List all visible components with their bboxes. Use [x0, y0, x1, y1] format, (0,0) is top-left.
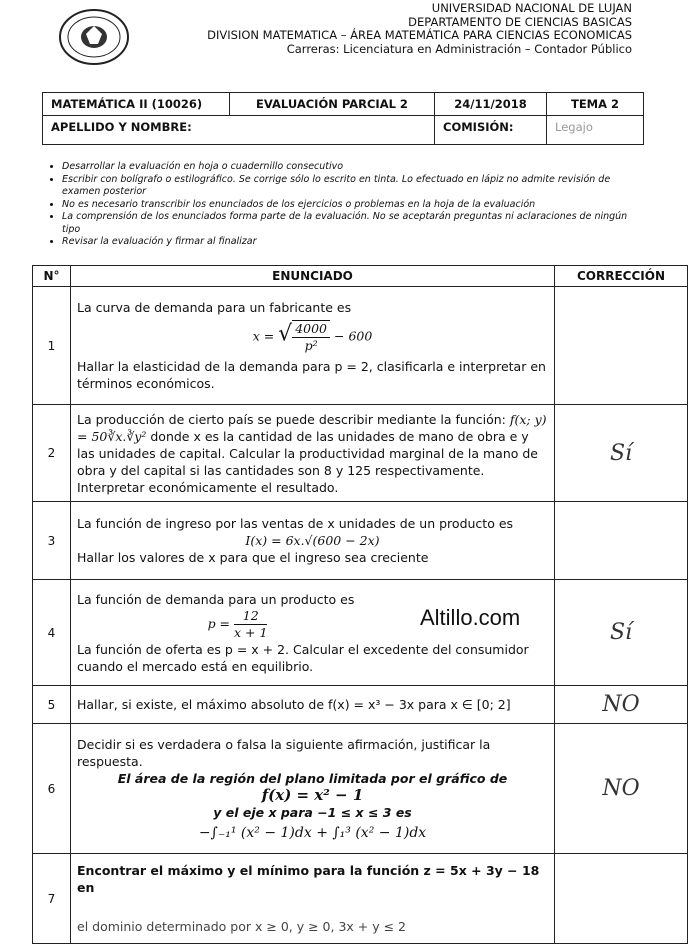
q3-equation: I(x) = 6x.√(600 − 2x) [245, 533, 380, 548]
q7-text: el dominio determinado por x ≥ 0, y ≥ 0, 3x + y ≤ 2 [77, 919, 406, 934]
question-number: 6 [33, 724, 71, 854]
header-line1: UNIVERSIDAD NACIONAL DE LUJAN [431, 1, 632, 15]
question-row-3 [33, 502, 688, 580]
question-statement [71, 287, 555, 405]
q6-line2: f(x) = x² − 1 [261, 785, 364, 804]
question-number: 4 [33, 580, 71, 686]
col-header-n: N° [33, 266, 71, 287]
q6-line1: El área de la región del plano limitada por el gráfico de [117, 770, 508, 786]
questions-table [32, 265, 688, 944]
correction-cell[interactable]: NO [555, 724, 688, 854]
header-line3: DIVISION MATEMATICA – ÁREA MATEMÁTICA PARA CIENCIAS ECONOMICAS [207, 28, 632, 42]
rule-item: • Revisar la evaluación y firmar al finalizar [62, 236, 644, 249]
legajo-field[interactable]: Legajo [547, 116, 644, 145]
rule-item: • Desarrollar la evaluación en hoja o cuadernillo consecutivo [62, 161, 644, 174]
correction-cell[interactable]: Sí [555, 405, 688, 502]
question-row-4 [33, 580, 688, 686]
q2-equation: f(x; y) = 50∛x.∛y² [77, 411, 547, 444]
correction-cell[interactable] [555, 287, 688, 405]
q1-text: Hallar la elasticidad de la demanda para p = 2, clasificarla e interpretar en términos económicos. [77, 359, 546, 391]
correction-cell[interactable] [555, 854, 688, 944]
header-line2: DEPARTAMENTO DE CIENCIAS BASICAS [408, 14, 632, 29]
question-number: 2 [33, 405, 71, 502]
q4-intro: La función de demanda para un producto es [77, 591, 355, 607]
q3-intro: La función de ingreso por las ventas de x unidades de un producto es [77, 516, 514, 531]
question-number: 1 [33, 287, 71, 405]
rule-item: • La comprensión de los enunciados forma parte de la evaluación. No se aceptarán preguntas ni aclaraciones de ningún tipo [62, 211, 644, 236]
question-statement [71, 502, 555, 580]
header-line4: Carreras: Licenciatura en Administración – Contador Público [286, 41, 632, 56]
comision-field[interactable]: COMISIÓN: [435, 116, 547, 145]
question-statement [71, 405, 555, 502]
question-row-5 [33, 686, 688, 724]
q6-intro: Decidir si es verdadera o falsa la siguiente afirmación, justificar la respuesta. [77, 736, 491, 769]
q2-text-a: La producción de cierto país se puede describir mediante la función: [77, 411, 506, 427]
exam-header-table [42, 92, 644, 145]
col-header-enunciado: ENUNCIADO [71, 266, 555, 287]
question-number: 7 [33, 854, 71, 944]
q2-text-b: donde x es la cantidad de las unidades de mano de obra e y las unidades de capital. Calcular la productividad marginal de la mano de obra y del capital si las cantidades son 8 y 125 respectivamente. Interpretar económicamente el resultado. [77, 428, 538, 495]
university-header [207, 2, 632, 56]
question-row-1 [33, 287, 688, 405]
correction-cell[interactable]: Sí [555, 580, 688, 686]
q4-equation: p = $\frac{12}{x + 1}$ [207, 607, 268, 640]
q7-intro: Encontrar el máximo y el mínimo para la función z = 5x + 3y − 18 en [77, 863, 540, 895]
question-statement [71, 580, 555, 686]
date-cell: 24/11/2018 [435, 93, 547, 116]
rule-item: • Escribir con bolígrafo o estilográfico. Se corrige sólo lo escrito en tinta. Lo efectuado en lápiz no admite revisión de examen posterior [62, 174, 644, 199]
exam-rules [42, 161, 644, 249]
question-statement [71, 724, 555, 854]
question-row-6 [33, 724, 688, 854]
university-seal [58, 8, 130, 66]
correction-cell[interactable] [555, 502, 688, 580]
question-statement: Hallar, si existe, el máximo absoluto de f(x) = x³ − 3x para x ∈ [0; 2] [71, 686, 555, 724]
q4-text: La función de oferta es p = x + 2. Calcular el excedente del consumidor cuando el mercado está en equilibrio. [77, 641, 529, 674]
exam-type-cell: EVALUACIÓN PARCIAL 2 [230, 93, 435, 116]
apellido-field[interactable]: APELLIDO Y NOMBRE: [43, 116, 435, 145]
subject-cell: MATEMÁTICA II (10026) [43, 93, 230, 116]
question-number: 3 [33, 502, 71, 580]
question-number: 5 [33, 686, 71, 724]
q1-intro: La curva de demanda para un fabricante es [77, 300, 352, 315]
tema-cell: TEMA 2 [547, 93, 644, 116]
question-row-7 [33, 854, 688, 944]
q6-line4: −∫₋₁¹ (x² − 1)dx + ∫₁³ (x² − 1)dx [198, 824, 427, 841]
question-statement [71, 854, 555, 944]
correction-cell[interactable]: NO [555, 686, 688, 724]
q1-equation: x = √ $\frac{4000}{\text{p²}}$ − 600 [252, 321, 373, 353]
col-header-correccion: CORRECCIÓN [555, 266, 688, 287]
rule-item: • No es necesario transcribir los enunciados de los ejercicios o problemas en la hoja de la evaluación [62, 199, 644, 212]
watermark-text: Altillo.com [420, 605, 521, 630]
question-row-2 [33, 405, 688, 502]
q3-text: Hallar los valores de x para que el ingreso sea creciente [77, 550, 429, 565]
q6-line3: y el eje x para −1 ≤ x ≤ 3 es [213, 804, 412, 820]
